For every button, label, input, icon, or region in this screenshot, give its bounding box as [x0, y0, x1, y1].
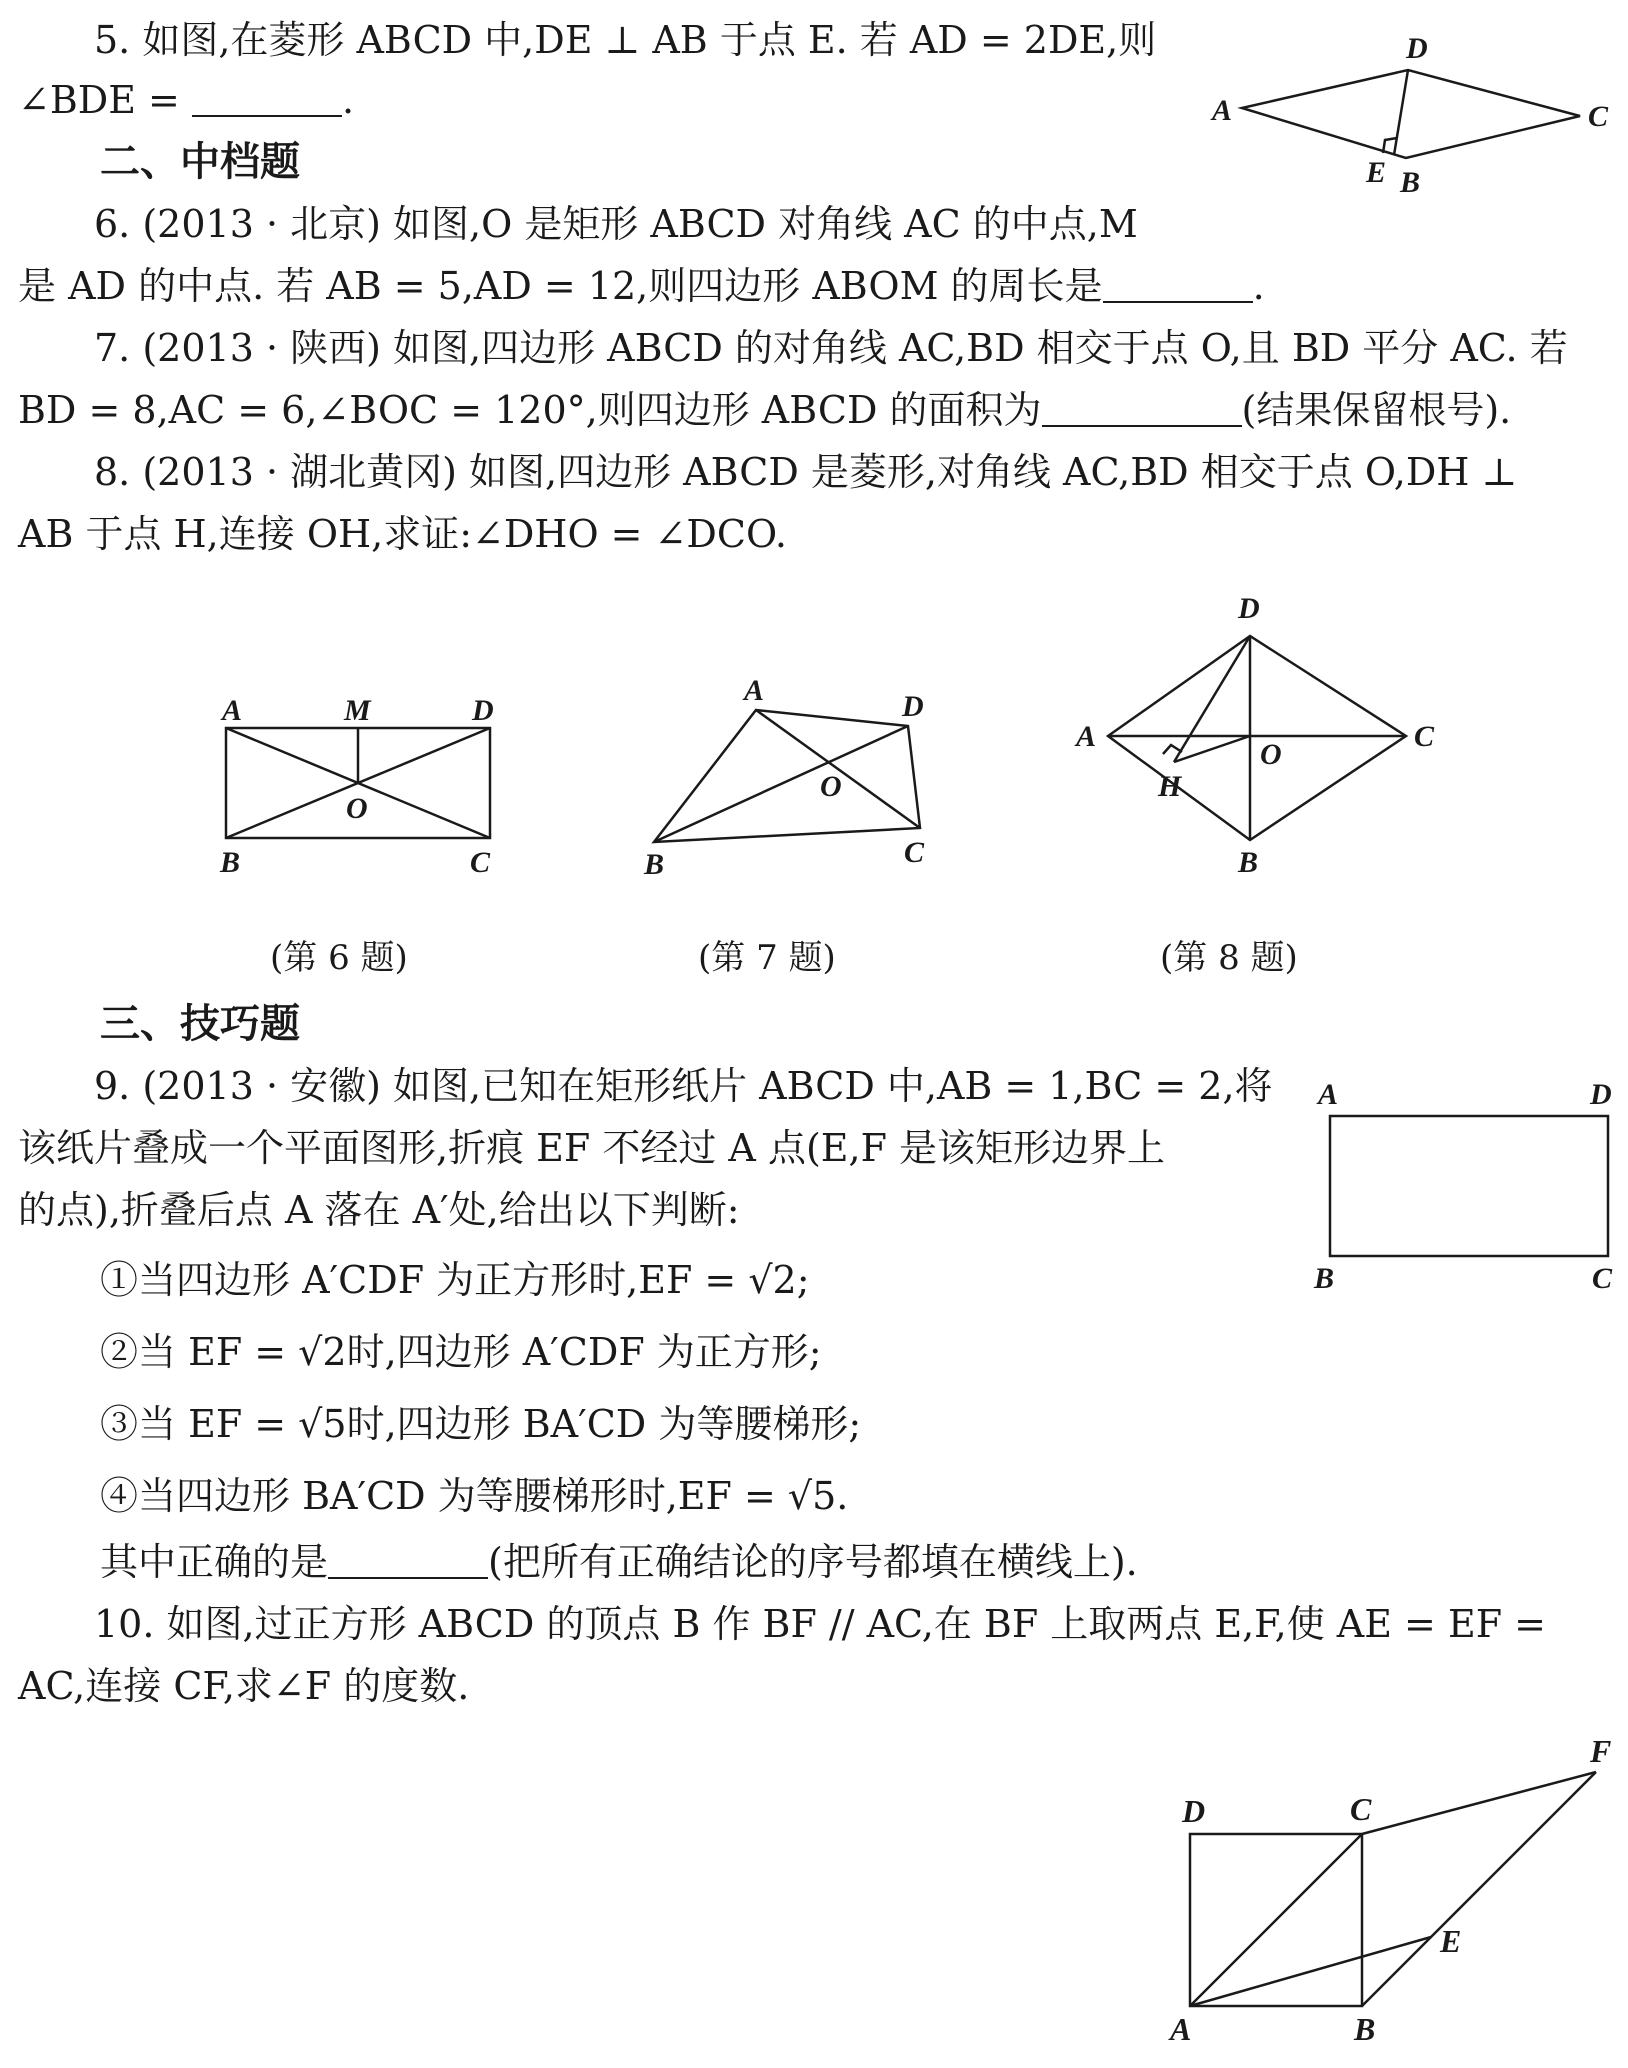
q6-figure: [200, 690, 530, 894]
q7-caption: (第 7 题): [698, 938, 836, 978]
q7-line2: [18, 386, 1511, 434]
q9-option-2: ②当 EF = √2时,四边形 A′CDF 为正方形;: [100, 1330, 822, 1374]
q5-label-c: C: [1588, 100, 1609, 133]
q9-label-a: A: [1318, 1078, 1339, 1111]
q5-answer-blank[interactable]: [192, 79, 342, 117]
q8-caption: (第 8 题): [1160, 938, 1298, 978]
q10-square-diagram: [1150, 1733, 1612, 2060]
q9-line1: 9. (2013 · 安徽) 如图,已知在矩形纸片 ABCD 中,AB = 1,BC = 2,将: [94, 1064, 1273, 1108]
q5-rhombus: [1242, 70, 1580, 158]
q10-label-a: A: [1170, 2011, 1192, 2047]
q9-line2: 该纸片叠成一个平面图形,折痕 EF 不经过 A 点(E,F 是该矩形边界上: [18, 1126, 1166, 1170]
q6-label-c: C: [470, 846, 491, 879]
q8-label-o: O: [1260, 738, 1282, 771]
q9-answer-suffix: (把所有正确结论的序号都填在横线上).: [488, 1540, 1138, 1584]
q9-answer-prefix: 其中正确的是: [100, 1540, 329, 1584]
q8-rhombus-diagram: [1070, 590, 1435, 890]
q10-line1: 10. 如图,过正方形 ABCD 的顶点 B 作 BF // AC,在 BF 上取两点 E,F,使 AE = EF =: [94, 1602, 1546, 1646]
q8-figure: [1070, 590, 1435, 894]
q9-option-3: ③当 EF = √5时,四边形 BA′CD 为等腰梯形;: [100, 1402, 862, 1446]
q10-label-b: B: [1354, 2011, 1376, 2047]
q8-segment-dh: [1174, 636, 1250, 762]
q6-rectangle-diagram: [200, 690, 530, 890]
q5-segment-de: [1394, 70, 1408, 155]
q8-line2: AB 于点 H,连接 OH,求证:∠DHO = ∠DCO.: [18, 512, 787, 556]
q7-quadrilateral-diagram: [640, 670, 970, 890]
q8-label-a: A: [1076, 720, 1097, 753]
q7-answer-blank[interactable]: [1042, 389, 1242, 427]
q6-label-d: D: [472, 694, 494, 727]
q9-answer-line: [100, 1538, 1138, 1586]
q9-option-4: ④当四边形 BA′CD 为等腰梯形时,EF = √5.: [100, 1474, 849, 1518]
q6-label-m: M: [344, 694, 371, 727]
q10-label-e: E: [1440, 1923, 1462, 1959]
q8-label-h: H: [1158, 770, 1182, 803]
q8-segment-oh: [1174, 736, 1250, 762]
q7-figure: [640, 670, 970, 894]
q8-label-d: D: [1238, 592, 1260, 625]
q10-label-d: D: [1182, 1793, 1206, 1829]
q10-label-f: F: [1590, 1733, 1612, 1769]
q6-caption: (第 6 题): [270, 938, 408, 978]
q7-line2-suffix: (结果保留根号).: [1241, 388, 1512, 432]
q5-label-b: B: [1400, 166, 1421, 199]
q9-figure: [1300, 1070, 1620, 1304]
q9-answer-blank[interactable]: [328, 1541, 488, 1579]
section3-title: 三、技巧题: [100, 1001, 300, 1047]
q8-line1: 8. (2013 · 湖北黄冈) 如图,四边形 ABCD 是菱形,对角线 AC,BD 相交于点 O,DH ⊥: [94, 450, 1518, 494]
q7-label-d: D: [902, 690, 924, 723]
q5-label-d: D: [1406, 32, 1428, 65]
q8-rhombus: [1108, 636, 1406, 840]
q8-label-c: C: [1414, 720, 1435, 753]
q5-figure: [1190, 20, 1610, 204]
q9-label-d: D: [1590, 1078, 1612, 1111]
q10-segment-bf: [1362, 1772, 1596, 2006]
q9-label-c: C: [1592, 1262, 1613, 1295]
q9-rectangle: [1330, 1116, 1608, 1256]
q6-line2-suffix: .: [1252, 264, 1265, 308]
q7-label-o: O: [820, 770, 842, 803]
q6-label-a: A: [222, 694, 243, 727]
q10-label-c: C: [1350, 1791, 1372, 1827]
q6-label-b: B: [220, 846, 241, 879]
q10-line2: AC,连接 CF,求∠F 的度数.: [18, 1664, 470, 1708]
section2-title: 二、中档题: [100, 139, 300, 185]
q7-label-b: B: [644, 848, 665, 881]
q7-diagonal-ac: [756, 710, 920, 828]
q7-quadrilateral: [654, 710, 920, 842]
q9-line3: 的点),折叠后点 A 落在 A′处,给出以下判断:: [18, 1188, 740, 1232]
q5-label-e: E: [1366, 156, 1387, 189]
q6-label-o: O: [346, 792, 368, 825]
q6-line1: 6. (2013 · 北京) 如图,O 是矩形 ABCD 对角线 AC 的中点,M: [94, 202, 1138, 246]
q5-line2-suffix: .: [341, 78, 355, 122]
q10-segment-cf: [1362, 1772, 1596, 1834]
q6-line2: [18, 262, 1265, 310]
q5-rhombus-diagram: [1190, 20, 1610, 200]
q8-label-b: B: [1238, 846, 1259, 879]
q6-answer-blank[interactable]: [1103, 265, 1253, 303]
q9-rectangle-diagram: [1300, 1070, 1620, 1300]
q5-line2: [18, 76, 354, 124]
q9-option-1: ①当四边形 A′CDF 为正方形时,EF = √2;: [100, 1258, 810, 1302]
q5-line1: 5. 如图,在菱形 ABCD 中,DE ⊥ AB 于点 E. 若 AD = 2DE,则: [94, 18, 1157, 62]
q10-figure: [1150, 1733, 1612, 2064]
q7-diagonal-bd: [654, 726, 908, 842]
q7-label-c: C: [904, 836, 925, 869]
q9-label-b: B: [1314, 1262, 1335, 1295]
q7-line2-prefix: BD = 8,AC = 6,∠BOC = 120°,则四边形 ABCD 的面积为: [18, 388, 1042, 432]
q7-label-a: A: [744, 674, 765, 707]
q6-line2-prefix: 是 AD 的中点. 若 AB = 5,AD = 12,则四边形 ABOM 的周长是: [18, 264, 1103, 308]
q7-line1: 7. (2013 · 陕西) 如图,四边形 ABCD 的对角线 AC,BD 相交于点 O,且 BD 平分 AC. 若: [94, 326, 1568, 370]
q5-label-a: A: [1212, 94, 1233, 127]
q5-line2-prefix: ∠BDE =: [18, 78, 180, 122]
